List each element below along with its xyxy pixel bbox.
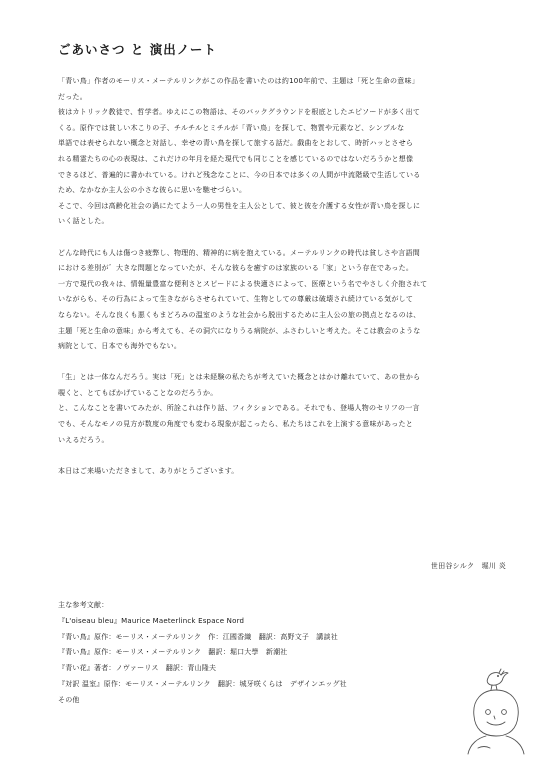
bird-on-head-doodle-icon [464, 664, 528, 756]
paragraph-spacer [58, 230, 510, 246]
text-line: 主題「死と生命の意味」から考えても、その洞穴になりうる病院が、ふさわしいと考えた。そこは教会のような [58, 326, 421, 335]
body-text [58, 74, 510, 479]
signature: 世田谷シルク 堀川 炎 [430, 562, 506, 570]
text-line: でも、そんなモノの見方が数度の角度でも変わる現象が起こったら、私たちはこれを上演する意味があったと [58, 420, 413, 429]
text-line: くる。原作では貧しい木こりの子、チルチルとミチルが「青い鳥」を探して、物質や元素など、シンプルな [58, 123, 405, 132]
text-line: だった。 [58, 92, 87, 101]
text-line: における差別が゛大きな問題となっていたが、そんな彼らを癒すのは家族のいる「家」という存在であった。 [58, 264, 414, 273]
reference-item: 『対訳 温室』原作：モーリス・メーテルリンク 翻訳：城牙咲くらは デザインエッグ社 [58, 679, 347, 688]
reference-item: 『青い花』著者：ノヴァーリス 翻訳：青山隆夫 [58, 664, 217, 673]
text-line: 「青い鳥」作者のモーリス・メーテルリンクがこの作品を書いたのは約100年前で、主題は「死と生命の意味」 [58, 77, 420, 85]
text-line: どんな時代にも人は傷つき疲弊し、物理的、精神的に病を抱えている。メーテルリンクの時代は貧しさや言語間 [58, 248, 421, 257]
text-line: 「生」とは一体なんだろう。実は「死」とは未経験の私たちが考えていた概念とはかけ離れていて、あの世から [58, 373, 421, 382]
text-line: 本日はご来場いただきまして、ありがとうございます。 [58, 466, 239, 475]
text-line: ため、なかなか主人公の小さな彼らに思いを馳せづらい。 [58, 186, 247, 195]
text-line: いく話とした。 [58, 217, 109, 226]
text-line: ならない。そんな良くも悪くもまどろみの温室のような社会から脱出するために主人公の旅の拠点となるのは、 [58, 310, 421, 319]
text-line: できるほど、普遍的に書かれている。けれど残念なことに、今の日本では多くの人間が中流階級で生活している [58, 170, 421, 179]
text-line: れる精霊たちの心の表現は、これだけの年月を経た現代でも同じことを感じているのではないだろうかと想像 [58, 154, 414, 163]
paragraph-spacer [58, 355, 510, 371]
text-line: 単語では表せられない概念と対話し、幸せの青い鳥を探して旅する話だ。戯曲をとおして、時折ハッとさせら [58, 139, 414, 148]
paragraph-spacer [58, 448, 510, 464]
text-line: 覗くと、とてもばかげていることなのだろうか。 [58, 388, 218, 397]
paragraph-intro [58, 74, 510, 230]
text-line: と、こんなことを書いてみたが、所詮これは作り話、フィクションである。それでも、登場人物のセリフの一言 [58, 404, 420, 413]
reference-item: 『青い鳥』原作：モーリス・メーテルリンク 作：江國香織 翻訳：高野文子 講談社 [58, 632, 338, 641]
text-line: 彼はカトリック教徒で、哲学者。ゆえにこの物語は、そのバックグラウンドを根底としたエピソードが多く出て [58, 108, 421, 117]
reference-item: その他 [58, 695, 80, 704]
paragraph-thanks [58, 464, 510, 480]
text-line: 一方で現代の我々は、情報量豊富な便利さとスピードによる快適さによって、医療という名でやさしく介抱されて [58, 279, 428, 288]
paragraph-modern-era [58, 246, 510, 355]
reference-item: 『L'oiseau bleu』Maurice Maeterlinck Espace Nord [58, 616, 245, 625]
text-line: いえるだろう。 [58, 435, 109, 444]
page-title: ごあいさつ と 演出ノート [58, 42, 217, 57]
paragraph-life-and-death [58, 370, 510, 448]
references-heading: 主な参考文献： [58, 601, 109, 609]
reference-item: 『青い鳥』原作：モーリス・メーテルリンク 翻訳：堀口大學 新潮社 [58, 648, 288, 657]
text-line: そこで、今回は高齢化社会の渦にたてよう一人の男性を主人公として、彼と彼を介護する女性が青い鳥を探しに [58, 201, 421, 210]
text-line: 病院として、日本でも海外でもない。 [58, 342, 182, 351]
references-list [58, 598, 458, 709]
text-line: いながらも、その行為によって生きながらさせられていて、生物としての尊厳は破壊され続けている気がして [58, 295, 414, 304]
